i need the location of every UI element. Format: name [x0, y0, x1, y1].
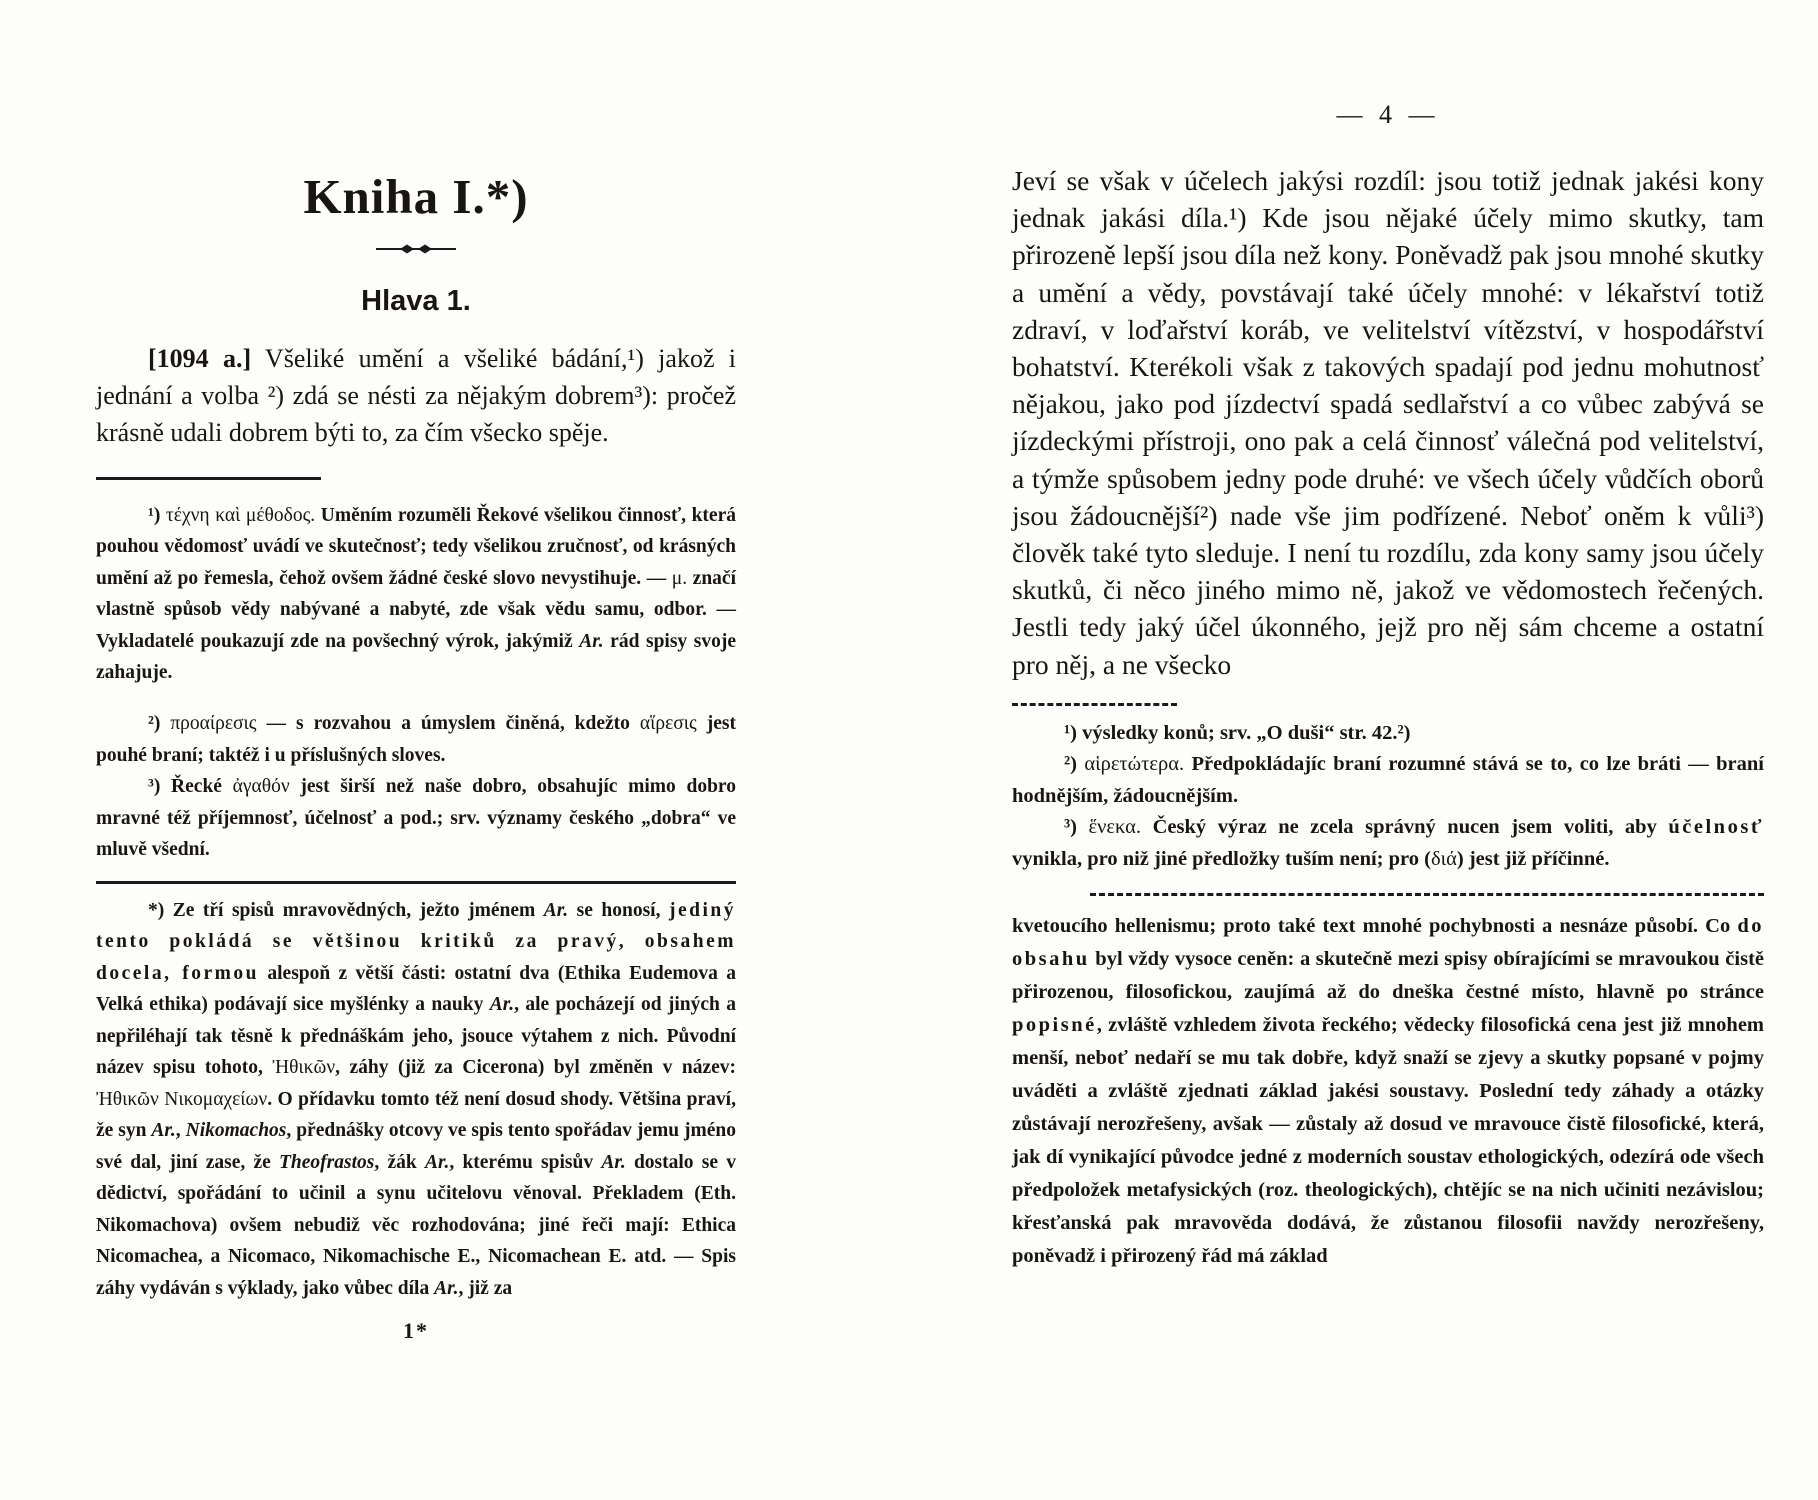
footnote-2: ²) προαίρεσις — s rozvahou a úmyslem činěná, kdežto αἵρεσις jest pouhé braní; taktéž i u příslušných sloves.	[96, 713, 736, 766]
footnote-1: ¹) výsledky konů; srv. „O duši“ str. 42.²)	[1064, 721, 1411, 744]
star-footnote-continuation: kvetoucího hellenismu; proto také text mnohé pochybnosti a nesnáze působí. Co do obsahu byl vždy vysoce ceněn: a skutečně mezi spisy obírajícími se mravoukou čistě přirozenou, filosofickou, zaujímá až do dneška čestné místo, hlavně po stránce popisné, zvláště vzhledem života řeckého; vědecky filosofická cena jest již mnohem menší, neboť nedaří se mu tak dobře, když snaží se zjevy a skutky popsané v pojmy uváděti a zvláště zjednati základ jakési soustavy. Poslední tedy záhady a otázky zůstávají nerozřešeny, avšak — zůstaly až dosud ve mravouce čistě filosofické, která, jak dí vynikající původce jedné z moderních soustav ethologických, odezírá ode všech předpoložek metafysických (roz. theologických), chtějíc se na nich učiniti nezávislou; křesťanská pak mravověda dodává, že zůstanou filosofii navždy nerozřešeny, poněvadž i přirozený řád má základ	[1012, 915, 1764, 1268]
footnote-3: ³) Řecké ἀγαθόν jest širší než naše dobro, obsahujíc mimo dobro mravné též příjemnosť, účelnosť a pod.; srv. významy českého „dobra“ ve mluvě všední.	[96, 776, 736, 860]
footnote-separator-dashed	[1012, 703, 1177, 706]
footnote-3: ³) ἕνεκα. Český výraz ne zcela správný nucen jsem voliti, aby účelnosť vynikla, pro niž jiné předložky tuším není; pro (διά) jest již příčinné.	[1012, 816, 1764, 870]
footnote-separator-rule	[96, 477, 321, 480]
book-title: Kniha I.*)	[303, 169, 529, 224]
star-footnote: *) Ze tří spisů mravovědných, ježto jménem Ar. se honosí, jediný tento pokládá se většinou kritiků za pravý, obsahem docela, formou alespoň z větší části: ostatní dva (Ethika Eudemova a Velká ethika) podávají sice myšlénky a nauky Ar., ale pocházejí od jiných a nepřiléhají tak těsně k přednáškám jeho, jsouce výtahem z nich. Původní název spisu tohoto, Ἠθικῶν, záhy (již za Cicerona) byl změněn v název: Ἠθικῶν Νικομαχείων. O přídavku tomto též není dosud shody. Většina praví, že syn Ar., Nikomachos, přednášky otcovy ve spis tento spořádav jemu jméno své dal, jiní zase, že Theofrastos, žák Ar., kterému spisův Ar. dostalo se v dědictví, spořádání to učinil a synu učitelovu věnoval. Překladem (Eth. Nikomachova) ovšem nebudiž věc rozhodována; jiné řeči mají: Ethica Nicomachea, a Nicomaco, Nikomachische E., Nicomachean E. atd. — Spis záhy vydáván s výklady, jako vůbec díla Ar., již za	[96, 899, 737, 1299]
signature-mark: 1*	[403, 1318, 429, 1343]
footnote-1: ¹) τέχνη καὶ μέθοδος. Uměním rozuměli Řekové všelikou činnosť, která pouhou vědomosť uvádí ve skutečnosť; tedy všelikou zručnosť, od krásných umění až po řemesla, čehož ovšem žádné české slovo nevystihuje. — μ. značí vlastně spůsob vědy nabývané a nabyté, zde však vědu samu, odbor. — Vykladatelé poukazují zde na povšechný výrok, jakýmiž Ar. rád spisy svoje zahajuje.	[96, 504, 736, 683]
lead-paragraph: [1094 a.] Všeliké umění a všeliké bádání,¹) jakož i jednání a volba ²) zdá se nésti za nějakým dobrem³): pročež krásně udali dobrem býti to, za čím všecko spěje.	[96, 344, 736, 447]
chapter-title: Hlava 1.	[361, 285, 471, 317]
body-paragraph: Jeví se však v účelech jakýsi rozdíl: jsou totiž jednak jakési kony jednak jakási díla.¹) Kde jsou nějaké účely mimo skutky, tam přirozeně lepší jsou díla než kony. Poněvadž pak jsou mnohé skutky a umění a vědy, povstávají také účely mnohé: v lékařství totiž zdraví, v loďařství koráb, ve velitelství vítězství, v hospodářství bohatství. Kterékoli však z takových spadají pod jednu mohutnosť nějakou, jako pod jízdectví spadá sedlařství a co vůbec zabývá se jízdeckými přístroji, ono pak a celá činnosť válečná pod velitelství, a týmže spůsobem jedny pode druhé: ve všech účely vůdčích oborů jsou žádoucnější²) nade vše jim podřízené. Neboť oněm k vůli³) člověk také tyto sleduje. I není tu rozdílu, zda kony samy jsou účely skutků, či něco jiného mimo ně, jakož ve vědomostech řečených. Jestli tedy jaký účel úkonného, jejž pro něj sám chceme a ostatní pro něj, a ne všecko	[1012, 165, 1764, 680]
footnote-2: ²) αἱρετώτερα. Předpokládajíc braní rozumné stává se to, co lze bráti — braní hodnějším, žádoucnějším.	[1012, 753, 1764, 807]
continuation-separator-dashed	[1090, 893, 1764, 896]
star-footnote-separator-rule	[96, 881, 736, 884]
page-number: — 4 —	[1336, 100, 1440, 129]
ornament-divider	[96, 243, 736, 255]
right-page	[1012, 100, 1764, 1273]
left-page	[96, 168, 736, 1344]
